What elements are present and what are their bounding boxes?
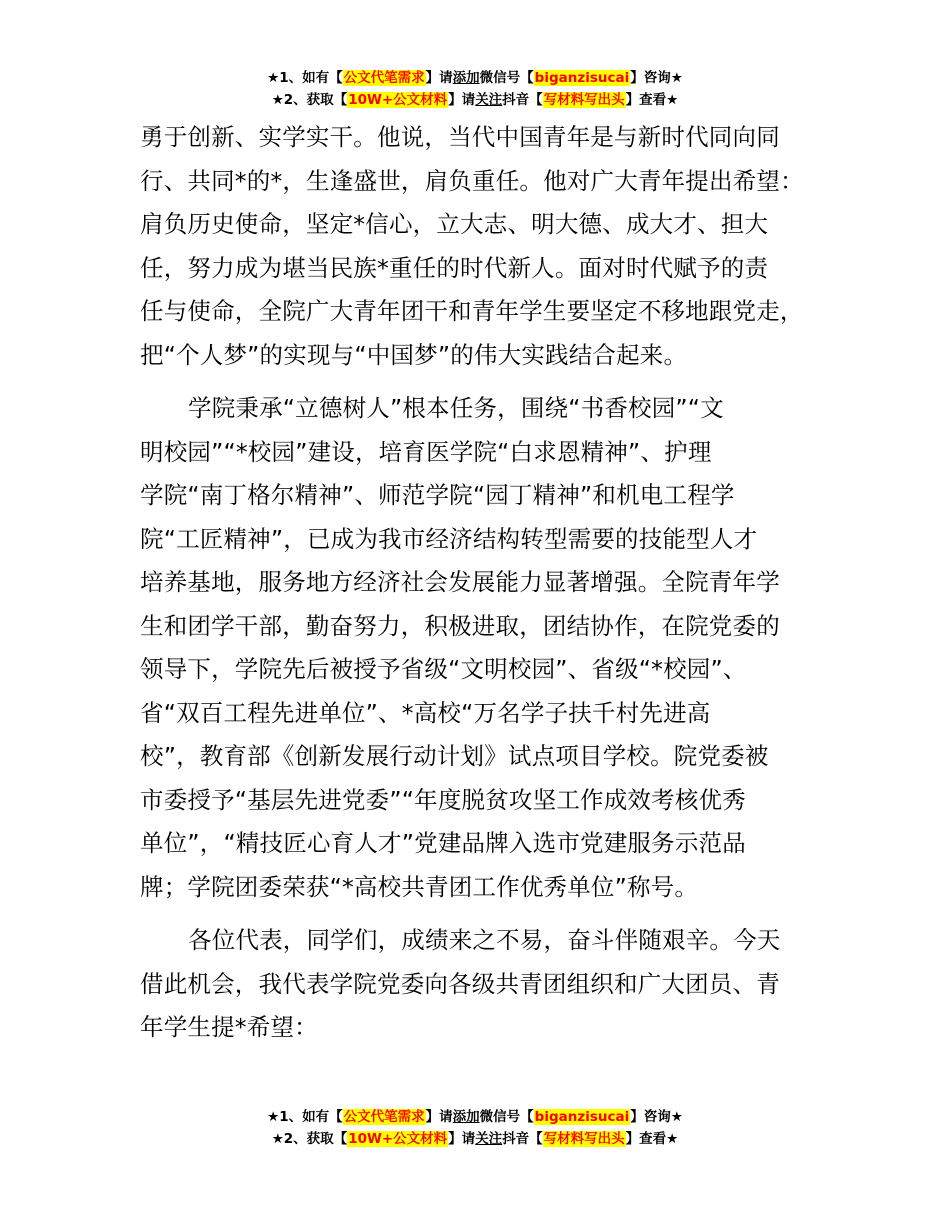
banner-text: 】请 bbox=[448, 92, 476, 108]
text-line: 生和团学干部，勤奋努力，积极进取，团结协作，在院党委的 bbox=[140, 611, 780, 640]
wechat-id-highlight: biganzisucai bbox=[534, 70, 630, 86]
banner-line-2 bbox=[0, 89, 950, 111]
banner-text: 】查看★ bbox=[625, 1131, 679, 1147]
highlight-text: 10W+公文材料 bbox=[348, 92, 448, 108]
text-line: 牌；学院团委荣获“*高校共青团工作优秀单位”称号。 bbox=[140, 872, 699, 901]
text-line: 学院“南丁格尔精神”、师范学院“园丁精神”和机电工程学 bbox=[140, 481, 735, 509]
text-line: 把“个人梦”的实现与“中国梦”的伟大实践结合起来。 bbox=[140, 340, 688, 369]
text-line: 借此机会，我代表学院党委向各级共青团组织和广大团员、青 bbox=[140, 969, 780, 998]
banner-text: 微信号【 bbox=[479, 70, 534, 86]
text-line: 各位代表，同学们，成绩来之不易，奋斗伴随艰辛。今天 bbox=[188, 926, 781, 954]
text-line: 任与使命，全院广大青年团干和青年学生要坚定不移地跟党走， bbox=[140, 297, 804, 325]
banner-text: ★2、获取【 bbox=[271, 1131, 348, 1147]
wechat-id-highlight: biganzisucai bbox=[534, 1109, 630, 1125]
footer-banner bbox=[0, 1106, 950, 1150]
underlined-text: 关注 bbox=[475, 92, 503, 108]
douyin-id-highlight: 写材料写出头 bbox=[543, 1131, 625, 1147]
highlight-text: 10W+公文材料 bbox=[348, 1131, 448, 1147]
banner-text: ★2、获取【 bbox=[271, 92, 348, 108]
banner-text: 】咨询★ bbox=[630, 70, 683, 86]
banner-line-2 bbox=[0, 1128, 950, 1150]
text-line: 勇于创新、实学实干。他说，当代中国青年是与新时代同向同 bbox=[140, 123, 780, 151]
banner-text: 抖音【 bbox=[502, 1131, 543, 1147]
banner-text: 】查看★ bbox=[625, 92, 679, 108]
text-line: 领导下，学院先后被授予省级“文明校园”、省级“*校园”、 bbox=[140, 655, 747, 683]
banner-line-1 bbox=[0, 67, 950, 89]
paragraph-2 bbox=[140, 387, 840, 909]
highlight-text: 公文代笔需求 bbox=[343, 70, 425, 86]
text-line: 年学生提*希望： bbox=[140, 1013, 318, 1041]
text-line: 明校园”“*校园”建设，培育医学院“白求恩精神”、护理 bbox=[140, 437, 712, 466]
banner-line-1 bbox=[0, 1106, 950, 1128]
underlined-text: 添加 bbox=[452, 1109, 480, 1125]
highlight-text: 公文代笔需求 bbox=[343, 1109, 425, 1125]
banner-text: ★1、如有【 bbox=[267, 1109, 343, 1125]
text-line: 校”，教育部《创新发展行动计划》试点项目学校。院党委被 bbox=[140, 742, 769, 770]
banner-text: 】咨询★ bbox=[630, 1109, 683, 1125]
text-line: 行、共同*的*，生逢盛世，肩负重任。他对广大青年提出希望： bbox=[140, 166, 804, 195]
text-line: 单位”，“精技匠心育人才”党建品牌入选市党建服务示范品 bbox=[140, 829, 746, 857]
document-body bbox=[140, 116, 840, 1050]
header-banner bbox=[0, 67, 950, 111]
text-line: 院“工匠精神”，已成为我市经济结构转型需要的技能型人才 bbox=[140, 524, 758, 553]
text-line: 市委授予“基层先进党委”“年度脱贫攻坚工作成效考核优秀 bbox=[140, 785, 746, 814]
douyin-id-highlight: 写材料写出头 bbox=[543, 92, 625, 108]
banner-text: 】请 bbox=[425, 1109, 453, 1125]
paragraph-3 bbox=[140, 919, 840, 1050]
banner-text: 】请 bbox=[425, 70, 453, 86]
banner-text: 微信号【 bbox=[479, 1109, 534, 1125]
banner-text: 抖音【 bbox=[502, 92, 543, 108]
paragraph-1 bbox=[140, 116, 840, 377]
text-line: 学院秉承“立德树人”根本任务，围绕“书香校园”“文 bbox=[188, 394, 724, 422]
underlined-text: 关注 bbox=[475, 1131, 503, 1147]
banner-text: 】请 bbox=[448, 1131, 476, 1147]
text-line: 省“双百工程先进单位”、*高校“万名学子扶千村先进高 bbox=[140, 698, 711, 727]
text-line: 培养基地，服务地方经济社会发展能力显著增强。全院青年学 bbox=[140, 568, 780, 596]
banner-text: ★1、如有【 bbox=[267, 70, 343, 86]
text-line: 任，努力成为堪当民族*重任的时代新人。面对时代赋予的责 bbox=[140, 253, 769, 282]
underlined-text: 添加 bbox=[452, 70, 480, 86]
text-line: 肩负历史使命，坚定*信心，立大志、明大德、成大才、担大 bbox=[140, 210, 769, 238]
